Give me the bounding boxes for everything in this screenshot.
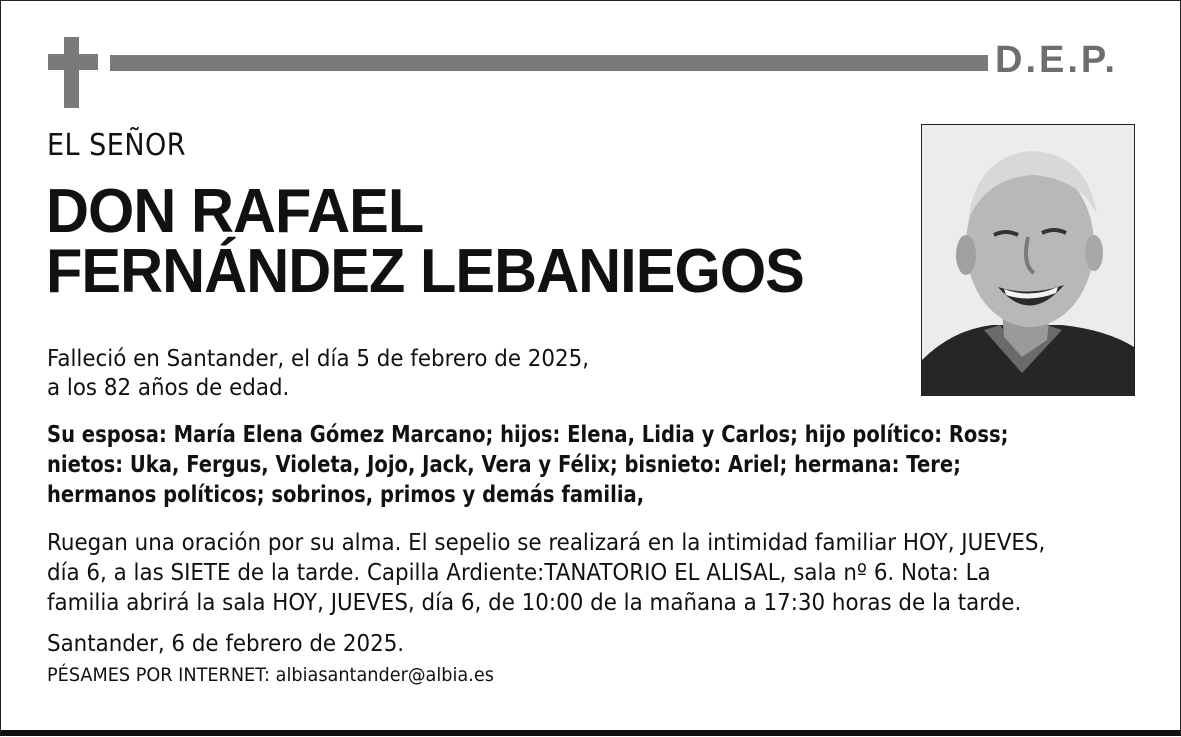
notice-line-3: familia abrirá la sala HOY, JUEVES, día 6, de 10:00 de la mañana a 17:30 horas de la tarde.: [47, 590, 1022, 616]
death-info-line-2: a los 82 años de edad.: [47, 375, 290, 401]
header-rule: [110, 55, 988, 71]
portrait-image: [922, 125, 1134, 395]
dep-label: D.E.P.: [995, 39, 1118, 81]
cross-icon-arm: [48, 54, 98, 70]
portrait-photo: [921, 124, 1135, 396]
name-line-2: FERNÁNDEZ LEBANIEGOS: [46, 237, 804, 306]
family-line-3: hermanos políticos; sobrinos, primos y demás familia,: [47, 482, 645, 508]
death-info-line-1: Falleció en Santander, el día 5 de febrero de 2025,: [47, 346, 590, 372]
cross-icon: [64, 37, 79, 108]
service-notice: [47, 528, 1045, 618]
family-list: [47, 420, 1008, 510]
family-line-1: Su esposa: María Elena Gómez Marcano; hijos: Elena, Lidia y Carlos; hijo político: Ross;: [47, 422, 1009, 448]
place-date: Santander, 6 de febrero de 2025.: [47, 631, 405, 657]
notice-line-2: día 6, a las SIETE de la tarde. Capilla Ardiente:TANATORIO EL ALISAL, sala nº 6. Nota: La: [47, 560, 991, 586]
name-line-1: DON RAFAEL: [46, 177, 424, 246]
honorific-title: EL SEÑOR: [47, 128, 187, 163]
deceased-name: [46, 177, 804, 306]
family-line-2: nietos: Uka, Fergus, Violeta, Jojo, Jack, Vera y Félix; bisnieto: Ariel; hermana: Tere;: [47, 452, 961, 478]
notice-line-1: Ruegan una oración por su alma. El sepelio se realizará en la intimidad familiar HOY, JUEVES,: [47, 530, 1046, 556]
death-info: [47, 345, 589, 403]
condolences-line: PÉSAMES POR INTERNET: albiasantander@albia.es: [47, 664, 494, 686]
